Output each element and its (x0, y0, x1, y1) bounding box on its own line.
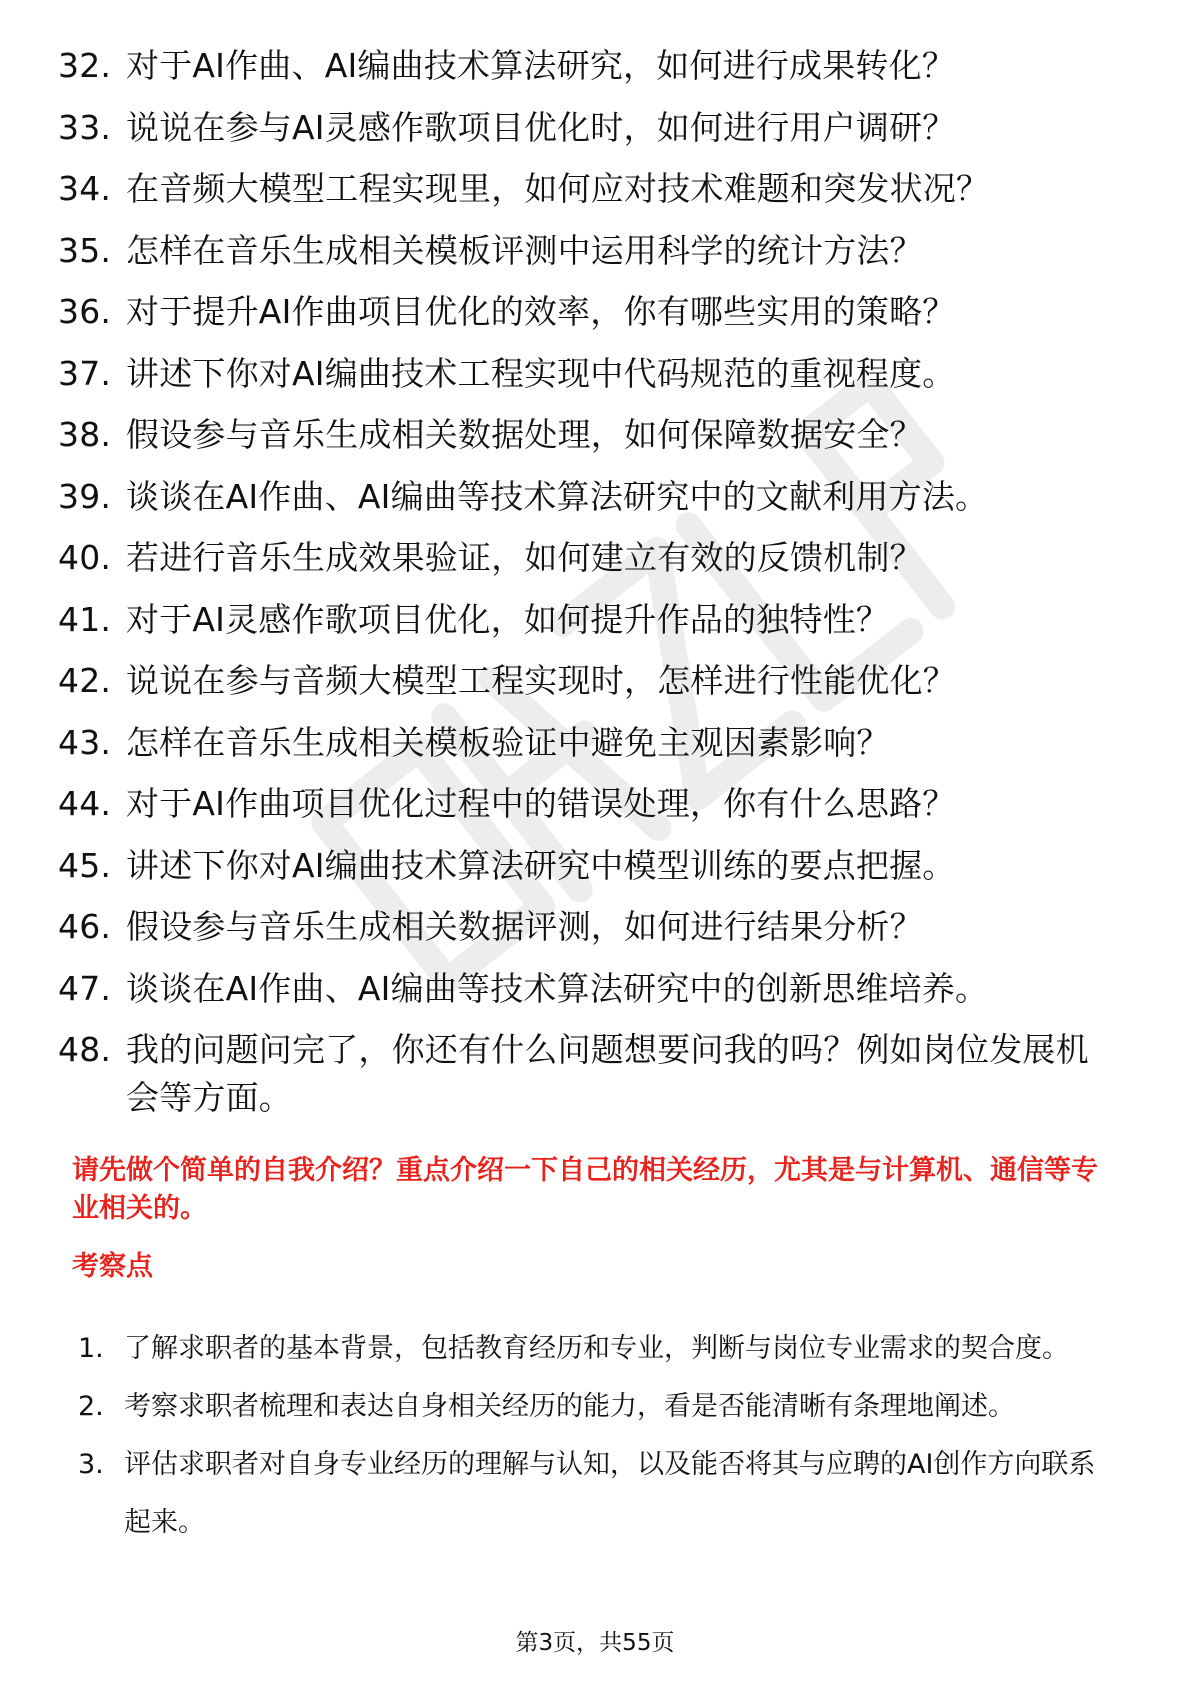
point-text: 评估求职者对自身专业经历的理解与认知，以及能否将其与应聘的AI创作方向联系起来。 (124, 1449, 1096, 1538)
question-text: 对于AI作曲、AI编曲技术算法研究，如何进行成果转化？ (126, 46, 956, 85)
question-text: 对于AI作曲项目优化过程中的错误处理，你有什么思路？ (126, 784, 956, 823)
question-item (58, 965, 1118, 1013)
question-number: 44. (58, 784, 112, 823)
page-footer: 第3页，共55页 (515, 1630, 675, 1656)
question-item (58, 534, 1118, 582)
question-item (58, 165, 1118, 213)
question-item (58, 596, 1118, 644)
question-text: 在音频大模型工程实现里，如何应对技术难题和突发状况？ (126, 169, 990, 208)
question-text: 怎样在音乐生成相关模板评测中运用科学的统计方法？ (126, 230, 923, 270)
point-text: 考察求职者梳理和表达自身相关经历的能力，看是否能清晰有条理地阐述。 (124, 1391, 1015, 1422)
question-text: 怎样在音乐生成相关模板验证中避免主观因素影响？ (126, 722, 890, 762)
question-text: 假设参与音乐生成相关数据处理，如何保障数据安全？ (126, 415, 923, 454)
question-number: 48. (58, 1030, 112, 1069)
question-item (58, 903, 1118, 951)
question-number: 46. (58, 907, 112, 946)
question-number: 43. (58, 722, 112, 762)
question-text: 我的问题问完了，你还有什么问题想要问我的吗？例如岗位发展机会等方面。 (126, 1030, 1089, 1117)
section-heading: 考察点 (72, 1251, 153, 1282)
question-item (58, 1026, 1118, 1122)
question-item (58, 780, 1118, 828)
assessment-point (78, 1436, 1118, 1552)
question-number: 42. (58, 661, 112, 700)
question-number: 34. (58, 169, 112, 208)
question-number: 45. (58, 845, 112, 885)
question-item (58, 657, 1118, 705)
question-item (58, 350, 1118, 398)
question-number: 33. (58, 107, 112, 147)
question-item (58, 719, 1118, 767)
question-list (58, 42, 1118, 1136)
question-text: 谈谈在AI作曲、AI编曲等技术算法研究中的创新思维培养。 (126, 968, 989, 1008)
assessment-points-list (78, 1320, 1118, 1552)
question-text: 说说在参与音频大模型工程实现时，怎样进行性能优化？ (126, 661, 956, 700)
question-number: 40. (58, 538, 112, 577)
highlighted-question: 请先做个简单的自我介绍？重点介绍一下自己的相关经历，尤其是与计算机、通信等专业相关的。 (72, 1155, 1098, 1224)
question-text: 谈谈在AI作曲、AI编曲等技术算法研究中的文献利用方法。 (126, 476, 989, 516)
question-item (58, 411, 1118, 459)
assessment-point (78, 1378, 1118, 1436)
question-text: 假设参与音乐生成相关数据评测，如何进行结果分析？ (126, 907, 923, 946)
question-text: 对于提升AI作曲项目优化的效率，你有哪些实用的策略？ (126, 292, 956, 331)
question-number: 36. (58, 292, 112, 331)
question-item (58, 288, 1118, 336)
assessment-point (78, 1320, 1118, 1378)
question-number: 41. (58, 599, 112, 639)
question-number: 39. (58, 476, 112, 516)
question-item (58, 842, 1118, 890)
point-number: 3. (78, 1449, 104, 1480)
question-text: 若进行音乐生成效果验证，如何建立有效的反馈机制？ (126, 538, 923, 577)
point-number: 2. (78, 1391, 104, 1422)
question-item (58, 42, 1118, 90)
question-text: 讲述下你对AI编曲技术工程实现中代码规范的重视程度。 (126, 353, 956, 393)
question-text: 说说在参与AI灵感作歌项目优化时，如何进行用户调研？ (126, 107, 956, 147)
point-number: 1. (78, 1333, 104, 1364)
question-number: 37. (58, 353, 112, 393)
question-number: 38. (58, 415, 112, 454)
question-item (58, 473, 1118, 521)
question-text: 对于AI灵感作歌项目优化，如何提升作品的独特性？ (126, 599, 890, 639)
question-number: 32. (58, 46, 112, 85)
question-item (58, 227, 1118, 275)
question-number: 47. (58, 968, 112, 1008)
question-text: 讲述下你对AI编曲技术算法研究中模型训练的要点把握。 (126, 845, 956, 885)
point-text: 了解求职者的基本背景，包括教育经历和专业，判断与岗位专业需求的契合度。 (124, 1333, 1069, 1364)
question-number: 35. (58, 230, 112, 270)
question-item (58, 104, 1118, 152)
